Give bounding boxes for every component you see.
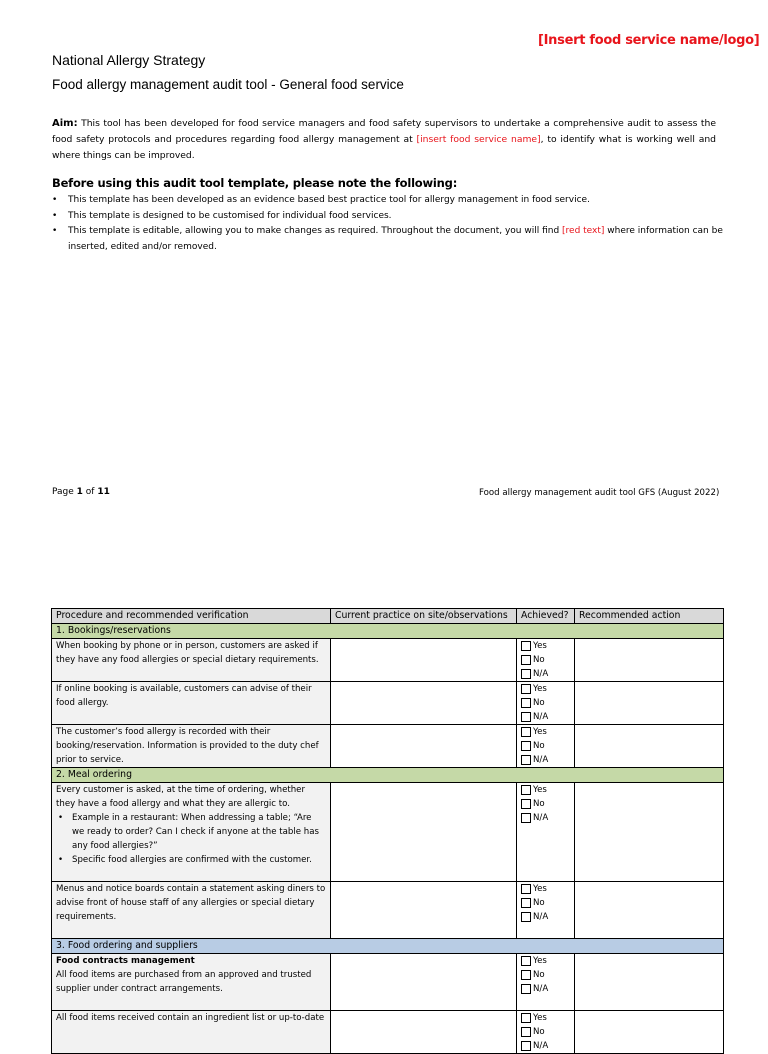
- header-procedure: Procedure and recommended verification: [52, 609, 331, 624]
- achieved-option-na[interactable]: [521, 710, 570, 724]
- achieved-option-no[interactable]: [521, 653, 570, 667]
- notes-item: [52, 224, 732, 255]
- checkbox-icon[interactable]: [521, 884, 531, 894]
- checkbox-icon[interactable]: [521, 698, 531, 708]
- achieved-option-yes[interactable]: [521, 954, 570, 968]
- section-row: [52, 768, 724, 783]
- aim-label: Aim:: [52, 118, 78, 129]
- table-row: [52, 725, 724, 768]
- procedure-cell: [52, 783, 331, 882]
- checkbox-icon[interactable]: [521, 1013, 531, 1023]
- current-practice-cell[interactable]: [331, 639, 517, 682]
- achieved-option-yes[interactable]: [521, 682, 570, 696]
- table-row: [52, 639, 724, 682]
- achieved-cell: [517, 882, 575, 939]
- achieved-cell: [517, 725, 575, 768]
- procedure-text: Every customer is asked, at the time of ordering, whether they have a food allergy and what they are allergic to.: [56, 785, 306, 809]
- achieved-option-no[interactable]: [521, 896, 570, 910]
- procedure-text: All food items are purchased from an approved and trusted supplier under contract arrangements.: [56, 970, 312, 994]
- notes-item3-red: [red text]: [562, 226, 605, 236]
- option-label: Yes: [533, 1013, 547, 1023]
- audit-table: [51, 608, 724, 1054]
- achieved-option-na[interactable]: [521, 982, 570, 996]
- achieved-option-yes[interactable]: [521, 783, 570, 797]
- organisation-name: National Allergy Strategy: [52, 52, 206, 68]
- current-practice-cell[interactable]: [331, 725, 517, 768]
- checkbox-icon[interactable]: [521, 669, 531, 679]
- option-label: N/A: [533, 1041, 549, 1051]
- notes-item3-after: where information can be inserted, edited and/or removed.: [68, 226, 723, 252]
- aim-placeholder: [insert food service name]: [416, 134, 541, 145]
- procedure-bullet: • Example in a restaurant: When addressing a table; “Are we ready to order? Can I check if anyone at the table has any food allergies?”: [56, 811, 326, 853]
- option-label: N/A: [533, 813, 549, 823]
- procedure-text: If online booking is available, customers can advise of their food allergy.: [56, 684, 312, 708]
- section-title: 1. Bookings/reservations: [52, 624, 724, 639]
- table-row: [52, 882, 724, 939]
- option-label: Yes: [533, 641, 547, 651]
- document-reference: Food allergy management audit tool GFS (August 2022): [479, 488, 720, 498]
- recommended-action-cell[interactable]: [575, 783, 724, 882]
- recommended-action-cell[interactable]: [575, 682, 724, 725]
- achieved-option-na[interactable]: [521, 811, 570, 825]
- checkbox-icon[interactable]: [521, 727, 531, 737]
- header-recommended-action: Recommended action: [575, 609, 724, 624]
- checkbox-icon[interactable]: [521, 1027, 531, 1037]
- checkbox-icon[interactable]: [521, 712, 531, 722]
- achieved-option-yes[interactable]: [521, 1011, 570, 1025]
- achieved-cell: [517, 682, 575, 725]
- procedure-text: When booking by phone or in person, customers are asked if they have any food allergies or special dietary requirements.: [56, 641, 319, 665]
- option-label: No: [533, 970, 545, 980]
- achieved-option-yes[interactable]: [521, 725, 570, 739]
- aim-text-before: This tool has been developed for food service managers and food safety supervisors to undertake a comprehensive audit to assess the food safety protocols and procedures regarding food allergy management at: [52, 118, 716, 145]
- checkbox-icon[interactable]: [521, 813, 531, 823]
- procedure-cell: [52, 682, 331, 725]
- checkbox-icon[interactable]: [521, 785, 531, 795]
- checkbox-icon[interactable]: [521, 755, 531, 765]
- achieved-option-yes[interactable]: [521, 639, 570, 653]
- table-row: [52, 783, 724, 882]
- header-current-practice: Current practice on site/observations: [331, 609, 517, 624]
- achieved-option-no[interactable]: [521, 739, 570, 753]
- option-label: No: [533, 741, 545, 751]
- recommended-action-cell[interactable]: [575, 954, 724, 1011]
- page-of: of: [82, 487, 98, 497]
- option-label: N/A: [533, 984, 549, 994]
- current-practice-cell[interactable]: [331, 882, 517, 939]
- procedure-cell: [52, 882, 331, 939]
- checkbox-icon[interactable]: [521, 898, 531, 908]
- recommended-action-cell[interactable]: [575, 882, 724, 939]
- section-title: 2. Meal ordering: [52, 768, 724, 783]
- procedure-text: All food items received contain an ingredient list or up-to-date: [56, 1013, 325, 1023]
- option-label: No: [533, 1027, 545, 1037]
- checkbox-icon[interactable]: [521, 799, 531, 809]
- checkbox-icon[interactable]: [521, 970, 531, 980]
- procedure-cell: [52, 639, 331, 682]
- procedure-cell: [52, 1011, 331, 1054]
- achieved-option-na[interactable]: [521, 910, 570, 924]
- option-label: N/A: [533, 669, 549, 679]
- food-service-logo-placeholder: [Insert food service name/logo]: [538, 33, 760, 48]
- page-current: 1: [76, 487, 83, 497]
- page-word: Page: [52, 487, 77, 497]
- notes-item: • This template has been developed as an evidence based best practice tool for allergy management in food service.: [52, 193, 732, 209]
- page-number: [52, 487, 110, 497]
- document-title: Food allergy management audit tool - General food service: [52, 77, 404, 92]
- option-label: Yes: [533, 956, 547, 966]
- option-label: No: [533, 655, 545, 665]
- page-total: 11: [97, 487, 110, 497]
- achieved-option-no[interactable]: [521, 696, 570, 710]
- option-label: N/A: [533, 755, 549, 765]
- option-label: Yes: [533, 785, 547, 795]
- notes-list: [52, 193, 732, 255]
- aim-paragraph: [52, 116, 716, 164]
- current-practice-cell[interactable]: [331, 682, 517, 725]
- achieved-cell: [517, 1011, 575, 1054]
- option-label: No: [533, 698, 545, 708]
- recommended-action-cell[interactable]: [575, 1011, 724, 1054]
- checkbox-icon[interactable]: [521, 1041, 531, 1051]
- achieved-option-no[interactable]: [521, 1025, 570, 1039]
- procedure-text: The customer’s food allergy is recorded with their booking/reservation. Information is provided to the duty chef prior to service.: [56, 727, 319, 765]
- option-label: Yes: [533, 727, 547, 737]
- checkbox-icon[interactable]: [521, 956, 531, 966]
- achieved-option-na[interactable]: [521, 753, 570, 767]
- achieved-option-na[interactable]: [521, 1039, 570, 1053]
- table-row: [52, 954, 724, 1011]
- checkbox-icon[interactable]: [521, 741, 531, 751]
- recommended-action-cell[interactable]: [575, 639, 724, 682]
- recommended-action-cell[interactable]: [575, 725, 724, 768]
- achieved-cell: [517, 783, 575, 882]
- procedure-cell: [52, 954, 331, 1011]
- procedure-heading: Food contracts management: [56, 956, 195, 966]
- option-label: N/A: [533, 712, 549, 722]
- achieved-option-yes[interactable]: [521, 882, 570, 896]
- section-row: [52, 624, 724, 639]
- option-label: No: [533, 898, 545, 908]
- achieved-cell: [517, 639, 575, 682]
- option-label: No: [533, 799, 545, 809]
- procedure-text: Menus and notice boards contain a statement asking diners to advise front of house staff of any allergies or special dietary requirements.: [56, 884, 326, 922]
- checkbox-icon[interactable]: [521, 655, 531, 665]
- aim-text-after: , to identify what is working well and where things can be improved.: [52, 134, 716, 161]
- current-practice-cell[interactable]: [331, 783, 517, 882]
- current-practice-cell[interactable]: [331, 954, 517, 1011]
- notes-item: • This template is designed to be customised for individual food services.: [52, 209, 732, 225]
- achieved-cell: [517, 954, 575, 1011]
- notes-heading: Before using this audit tool template, please note the following:: [52, 176, 458, 190]
- table-row: [52, 1011, 724, 1054]
- current-practice-cell[interactable]: [331, 1011, 517, 1054]
- section-title: 3. Food ordering and suppliers: [52, 939, 724, 954]
- notes-item3-before: This template is editable, allowing you to make changes as required. Throughout the document, you will find: [68, 226, 563, 236]
- achieved-option-na[interactable]: [521, 667, 570, 681]
- achieved-option-no[interactable]: [521, 968, 570, 982]
- table-header-row: [52, 609, 724, 624]
- option-label: N/A: [533, 912, 549, 922]
- procedure-cell: [52, 725, 331, 768]
- achieved-option-no[interactable]: [521, 797, 570, 811]
- option-label: Yes: [533, 684, 547, 694]
- section-row: [52, 939, 724, 954]
- checkbox-icon[interactable]: [521, 912, 531, 922]
- option-label: Yes: [533, 884, 547, 894]
- checkbox-icon[interactable]: [521, 641, 531, 651]
- header-achieved: Achieved?: [517, 609, 575, 624]
- procedure-bullet: • Specific food allergies are confirmed with the customer.: [56, 853, 326, 867]
- procedure-bullets: [56, 811, 326, 867]
- checkbox-icon[interactable]: [521, 984, 531, 994]
- table-row: [52, 682, 724, 725]
- checkbox-icon[interactable]: [521, 684, 531, 694]
